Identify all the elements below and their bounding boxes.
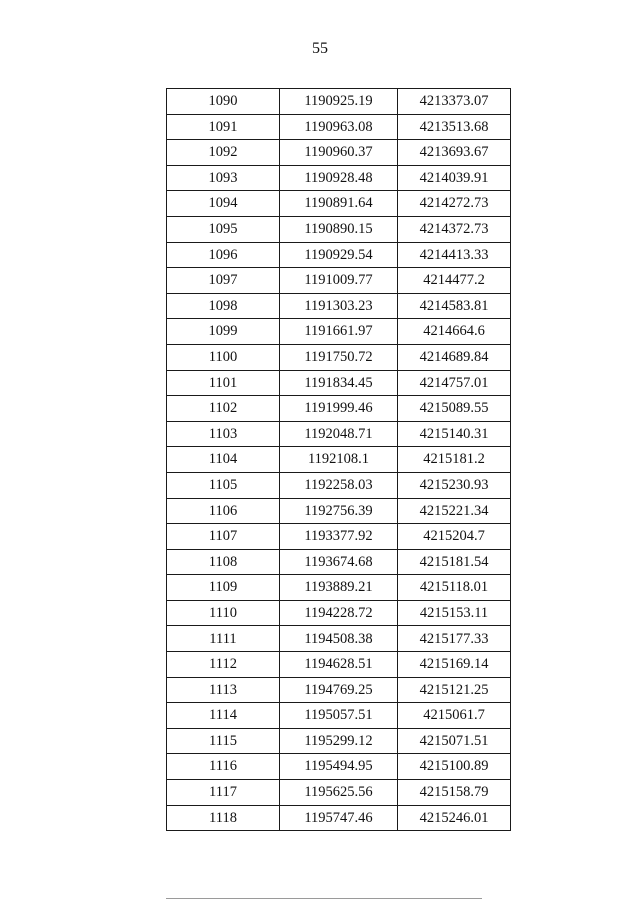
point-number-cell: 1112 [167,652,280,678]
table-row [167,293,511,319]
coordinates-table [166,88,511,831]
table-row [167,805,511,831]
x-coordinate-cell: 1194769.25 [280,677,398,703]
table-row [167,344,511,370]
table-row [167,728,511,754]
y-coordinate-cell: 4214372.73 [398,216,511,242]
y-coordinate-cell: 4213373.07 [398,89,511,115]
page-number: 55 [312,40,328,57]
table-row [167,780,511,806]
table-row [167,191,511,217]
point-number-cell: 1113 [167,677,280,703]
coordinates-table-body [167,89,511,831]
point-number-cell: 1101 [167,370,280,396]
point-number-cell: 1090 [167,89,280,115]
table-row [167,524,511,550]
point-number-cell: 1117 [167,780,280,806]
table-row [167,216,511,242]
x-coordinate-cell: 1191750.72 [280,344,398,370]
x-coordinate-cell: 1190890.15 [280,216,398,242]
x-coordinate-cell: 1194228.72 [280,600,398,626]
point-number-cell: 1097 [167,268,280,294]
point-number-cell: 1118 [167,805,280,831]
y-coordinate-cell: 4215221.34 [398,498,511,524]
y-coordinate-cell: 4215181.54 [398,549,511,575]
x-coordinate-cell: 1192108.1 [280,447,398,473]
y-coordinate-cell: 4213513.68 [398,114,511,140]
point-number-cell: 1109 [167,575,280,601]
point-number-cell: 1100 [167,344,280,370]
x-coordinate-cell: 1191009.77 [280,268,398,294]
y-coordinate-cell: 4214664.6 [398,319,511,345]
table-row [167,114,511,140]
x-coordinate-cell: 1192258.03 [280,472,398,498]
point-number-cell: 1104 [167,447,280,473]
y-coordinate-cell: 4215177.33 [398,626,511,652]
y-coordinate-cell: 4215246.01 [398,805,511,831]
x-coordinate-cell: 1193889.21 [280,575,398,601]
x-coordinate-cell: 1195299.12 [280,728,398,754]
point-number-cell: 1094 [167,191,280,217]
table-row [167,242,511,268]
x-coordinate-cell: 1190960.37 [280,140,398,166]
y-coordinate-cell: 4215118.01 [398,575,511,601]
table-row [167,575,511,601]
x-coordinate-cell: 1190963.08 [280,114,398,140]
bottom-rule [166,898,482,899]
y-coordinate-cell: 4215071.51 [398,728,511,754]
x-coordinate-cell: 1190928.48 [280,165,398,191]
point-number-cell: 1093 [167,165,280,191]
y-coordinate-cell: 4215089.55 [398,396,511,422]
x-coordinate-cell: 1191303.23 [280,293,398,319]
y-coordinate-cell: 4214272.73 [398,191,511,217]
point-number-cell: 1102 [167,396,280,422]
point-number-cell: 1108 [167,549,280,575]
x-coordinate-cell: 1190925.19 [280,89,398,115]
table-row [167,600,511,626]
y-coordinate-cell: 4214413.33 [398,242,511,268]
table-row [167,396,511,422]
point-number-cell: 1115 [167,728,280,754]
point-number-cell: 1099 [167,319,280,345]
y-coordinate-cell: 4213693.67 [398,140,511,166]
point-number-cell: 1103 [167,421,280,447]
y-coordinate-cell: 4215169.14 [398,652,511,678]
table-row [167,472,511,498]
table-row [167,677,511,703]
x-coordinate-cell: 1193674.68 [280,549,398,575]
point-number-cell: 1116 [167,754,280,780]
y-coordinate-cell: 4215100.89 [398,754,511,780]
table-row [167,370,511,396]
x-coordinate-cell: 1195625.56 [280,780,398,806]
x-coordinate-cell: 1195057.51 [280,703,398,729]
y-coordinate-cell: 4214757.01 [398,370,511,396]
table-row [167,447,511,473]
x-coordinate-cell: 1191661.97 [280,319,398,345]
point-number-cell: 1105 [167,472,280,498]
point-number-cell: 1110 [167,600,280,626]
point-number-cell: 1098 [167,293,280,319]
x-coordinate-cell: 1194508.38 [280,626,398,652]
x-coordinate-cell: 1190929.54 [280,242,398,268]
point-number-cell: 1096 [167,242,280,268]
table-row [167,89,511,115]
table-row [167,421,511,447]
table-row [167,165,511,191]
y-coordinate-cell: 4214689.84 [398,344,511,370]
x-coordinate-cell: 1195494.95 [280,754,398,780]
y-coordinate-cell: 4215140.31 [398,421,511,447]
table-row [167,626,511,652]
y-coordinate-cell: 4215153.11 [398,600,511,626]
point-number-cell: 1114 [167,703,280,729]
point-number-cell: 1107 [167,524,280,550]
table-row [167,703,511,729]
x-coordinate-cell: 1194628.51 [280,652,398,678]
x-coordinate-cell: 1193377.92 [280,524,398,550]
y-coordinate-cell: 4215121.25 [398,677,511,703]
point-number-cell: 1111 [167,626,280,652]
table-row [167,268,511,294]
table-row [167,652,511,678]
point-number-cell: 1091 [167,114,280,140]
y-coordinate-cell: 4215230.93 [398,472,511,498]
x-coordinate-cell: 1195747.46 [280,805,398,831]
x-coordinate-cell: 1191999.46 [280,396,398,422]
y-coordinate-cell: 4215181.2 [398,447,511,473]
table-row [167,754,511,780]
table-row [167,319,511,345]
point-number-cell: 1095 [167,216,280,242]
y-coordinate-cell: 4214583.81 [398,293,511,319]
y-coordinate-cell: 4215061.7 [398,703,511,729]
point-number-cell: 1092 [167,140,280,166]
table-row [167,140,511,166]
y-coordinate-cell: 4215204.7 [398,524,511,550]
x-coordinate-cell: 1191834.45 [280,370,398,396]
point-number-cell: 1106 [167,498,280,524]
table-row [167,549,511,575]
x-coordinate-cell: 1192756.39 [280,498,398,524]
y-coordinate-cell: 4215158.79 [398,780,511,806]
y-coordinate-cell: 4214039.91 [398,165,511,191]
x-coordinate-cell: 1192048.71 [280,421,398,447]
x-coordinate-cell: 1190891.64 [280,191,398,217]
y-coordinate-cell: 4214477.2 [398,268,511,294]
table-row [167,498,511,524]
